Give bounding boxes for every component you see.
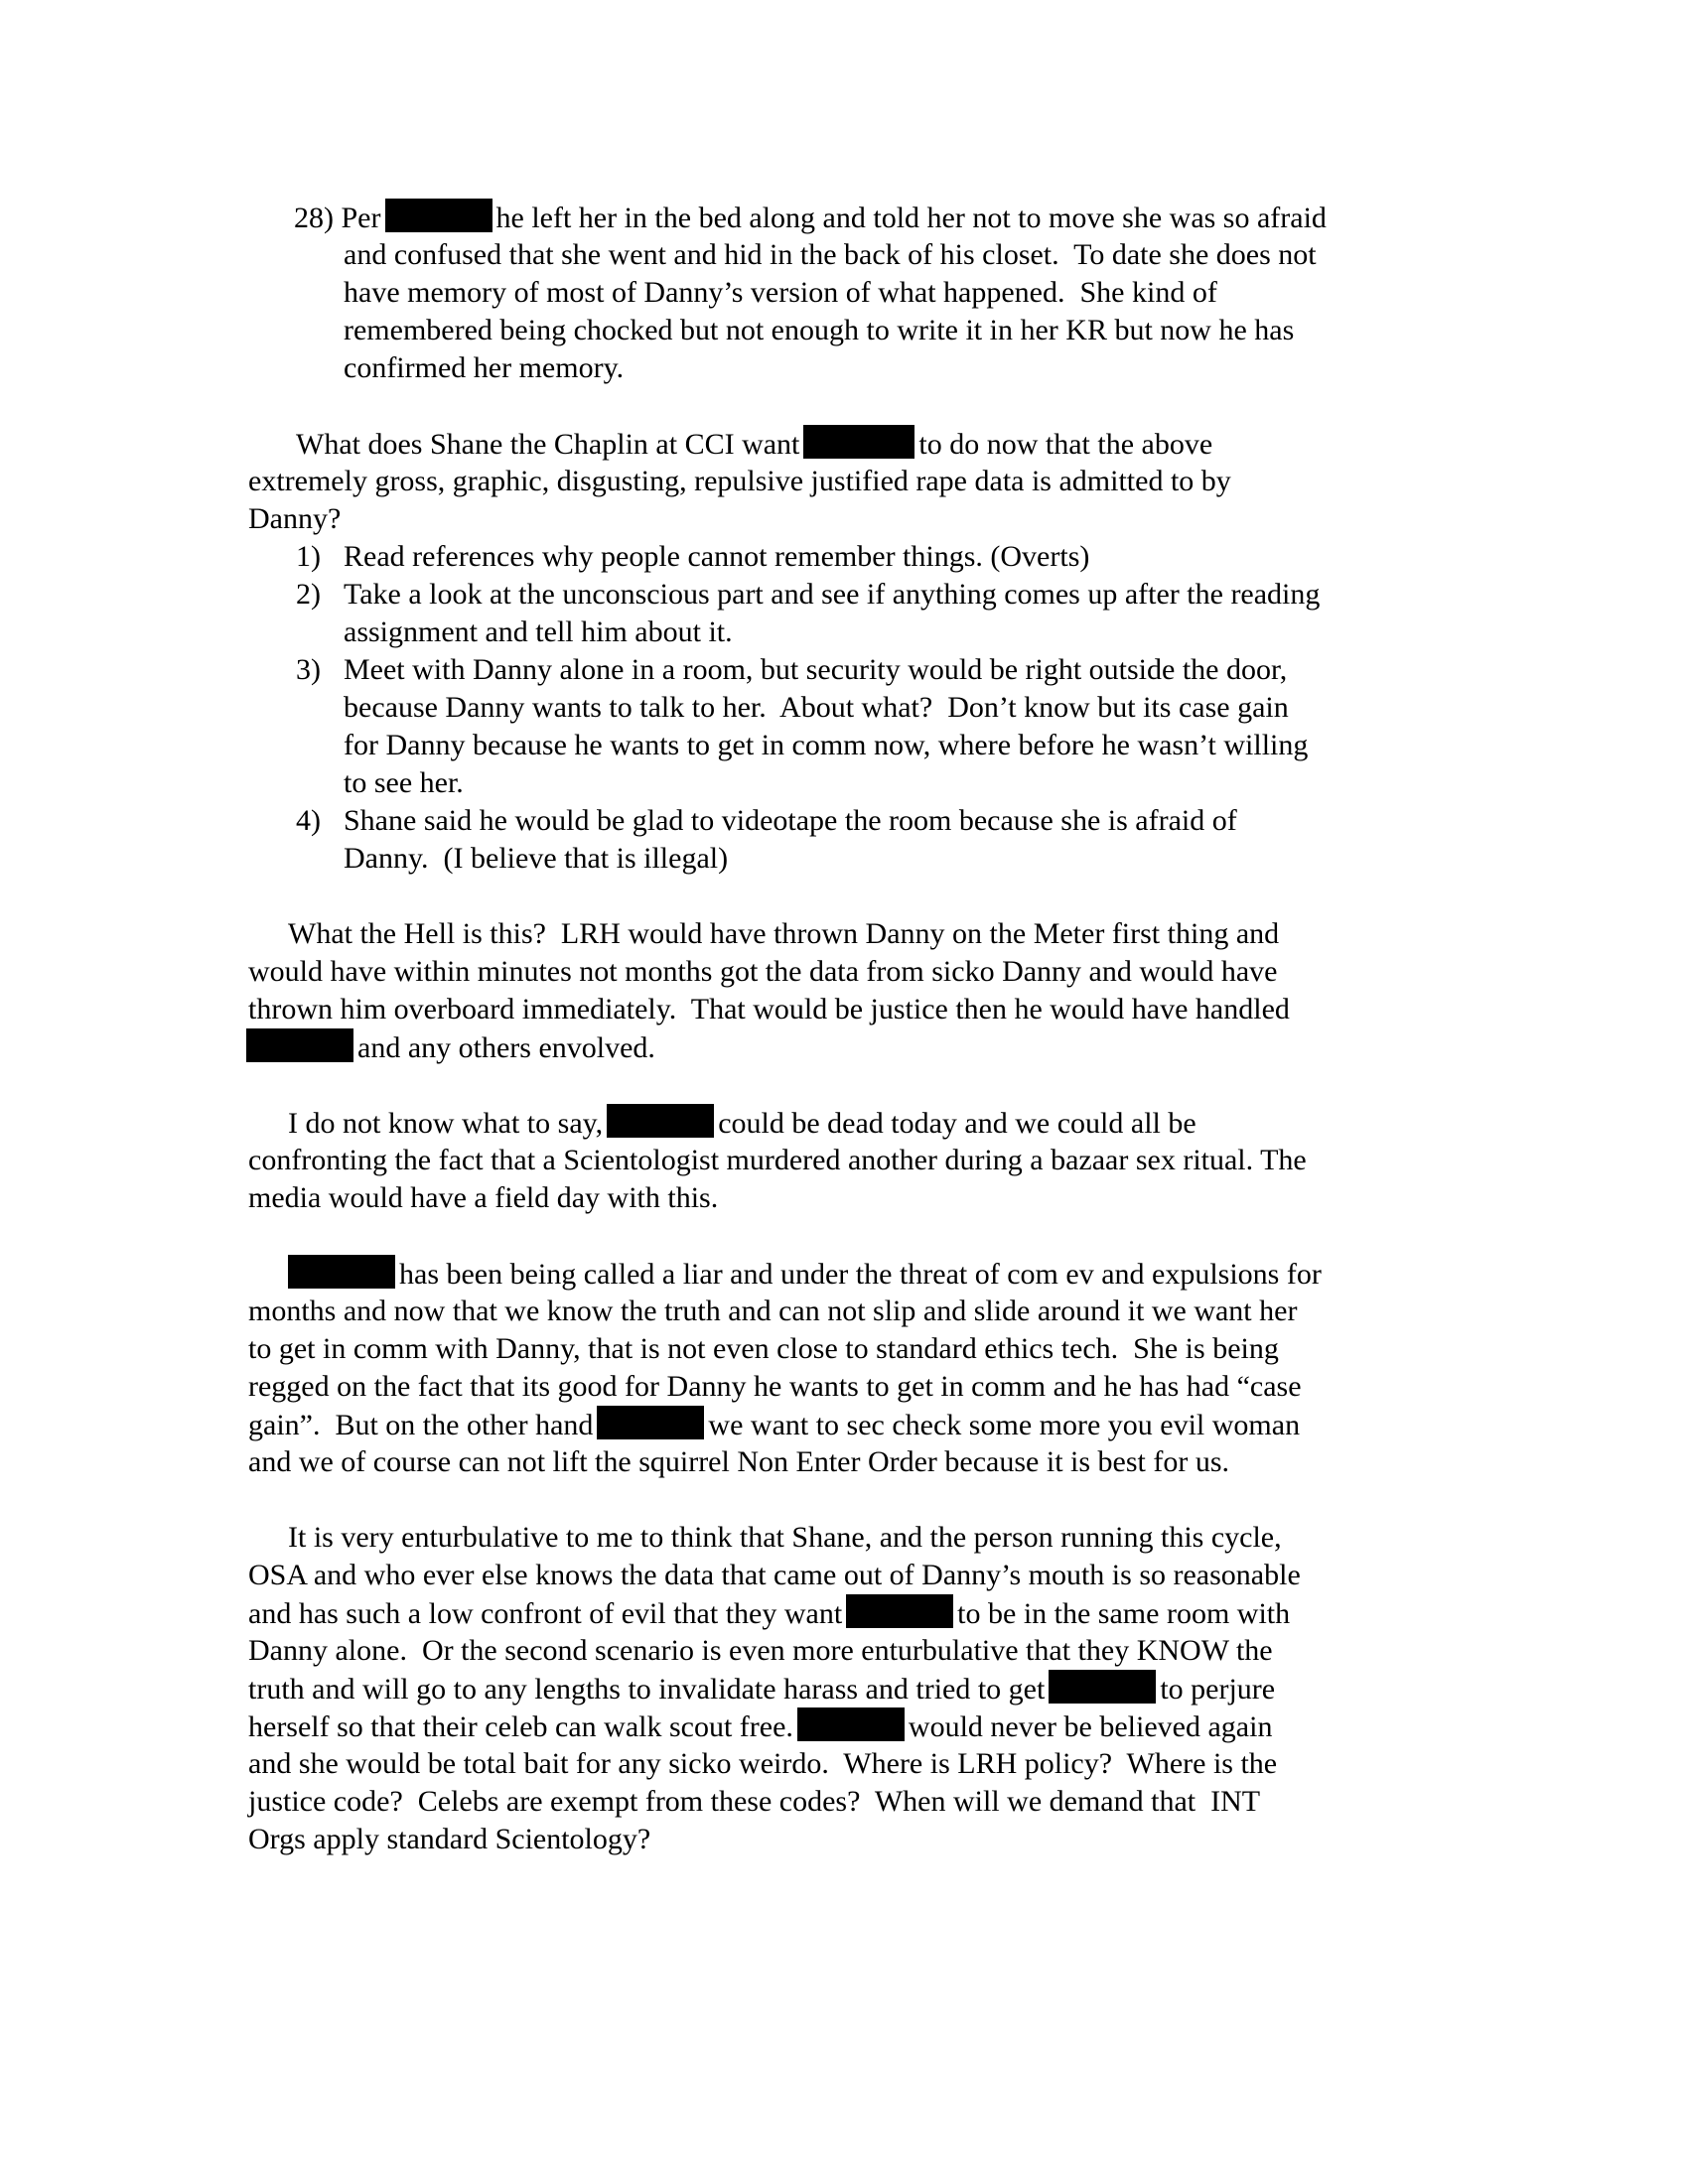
para-1-line-2: extremely gross, graphic, disgusting, repulsive justified rape data is admitted to by [248, 465, 1231, 497]
item-28-line-3: have memory of most of Danny’s version of what happened. She kind of [344, 276, 1217, 309]
list-item-1-line-1: Read references why people cannot remember things. (Overts) [344, 540, 1090, 573]
para-5-line-8: justice code? Celebs are exempt from these codes? When will we demand that INT [248, 1785, 1261, 1818]
item-28-line-5: confirmed her memory. [344, 351, 625, 384]
para-4-line-5: gain”. But on the other hand we want to sec check some more you evil woman [248, 1406, 1300, 1444]
para-4-line-2: months and now that we know the truth and can not slip and slide around it we want her [248, 1295, 1298, 1327]
para-3-line-1: I do not know what to say, could be dead today and we could all be [288, 1104, 1196, 1143]
para-5-line-6: herself so that their celeb can walk scout free. would never be believed again [248, 1707, 1272, 1746]
item-28-line-4: remembered being chocked but not enough to write it in her KR but now he has [344, 314, 1295, 346]
para-5-line-3: and has such a low confront of evil that they want to be in the same room with [248, 1594, 1290, 1633]
list-item-3-line-1: Meet with Danny alone in a room, but security would be right outside the door, [344, 653, 1288, 686]
list-item-3-line-3: for Danny because he wants to get in comm now, where before he wasn’t willing [344, 729, 1309, 761]
para-2-line-2: would have within minutes not months got the data from sicko Danny and would have [248, 955, 1278, 988]
redaction-block [803, 425, 914, 459]
para-4-line-1: has been being called a liar and under the threat of com ev and expulsions for [284, 1255, 1322, 1294]
redaction-block [597, 1406, 704, 1439]
para-5-line-2: OSA and who ever else knows the data that came out of Danny’s mouth is so reasonable [248, 1559, 1301, 1591]
redaction-block [288, 1255, 395, 1289]
para-1-line-1: What does Shane the Chaplin at CCI want to do now that the above [296, 425, 1212, 464]
para-5-line-7: and she would be total bait for any sicko weirdo. Where is LRH policy? Where is the [248, 1747, 1278, 1780]
item-28-line-1: 28) Per he left her in the bed along and told her not to move she was so afraid [294, 199, 1327, 237]
para-5-line-5: truth and will go to any lengths to invalidate harass and tried to get to perjure [248, 1670, 1275, 1708]
para-4-line-4: regged on the fact that its good for Danny he wants to get in comm and he has had “case [248, 1370, 1302, 1403]
list-item-2-line-2: assignment and tell him about it. [344, 615, 733, 648]
redaction-block [846, 1594, 953, 1628]
item-number: 28) [294, 202, 334, 234]
para-5-line-9: Orgs apply standard Scientology? [248, 1823, 651, 1855]
list-number-4: 4) [296, 804, 321, 837]
redaction-block [385, 199, 492, 232]
para-2-line-4: and any others envolved. [242, 1028, 655, 1067]
para-4-line-6: and we of course can not lift the squirrel Non Enter Order because it is best for us. [248, 1445, 1230, 1478]
para-5-line-4: Danny alone. Or the second scenario is even more enturbulative that they KNOW the [248, 1634, 1273, 1667]
list-number-3: 3) [296, 653, 321, 686]
para-3-line-3: media would have a field day with this. [248, 1181, 719, 1214]
para-3-line-2: confronting the fact that a Scientologist murdered another during a bazaar sex ritual. The [248, 1144, 1307, 1176]
list-number-2: 2) [296, 578, 321, 611]
redaction-block [607, 1104, 714, 1138]
list-item-4-line-2: Danny. (I believe that is illegal) [344, 842, 729, 875]
list-item-3-line-2: because Danny wants to talk to her. About what? Don’t know but its case gain [344, 691, 1289, 724]
para-2-line-3: thrown him overboard immediately. That would be justice then he would have handled [248, 993, 1290, 1025]
list-item-4-line-1: Shane said he would be glad to videotape the room because she is afraid of [344, 804, 1237, 837]
item-28-line-2: and confused that she went and hid in the back of his closet. To date she does not [344, 238, 1317, 271]
para-2-line-1: What the Hell is this? LRH would have thrown Danny on the Meter first thing and [288, 917, 1280, 950]
redaction-block [1049, 1670, 1156, 1704]
para-1-line-3: Danny? [248, 502, 342, 535]
redaction-block [797, 1707, 905, 1741]
redaction-block [246, 1028, 353, 1062]
list-item-3-line-4: to see her. [344, 766, 464, 799]
para-4-line-3: to get in comm with Danny, that is not even close to standard ethics tech. She is being [248, 1332, 1279, 1365]
list-number-1: 1) [296, 540, 321, 573]
list-item-2-line-1: Take a look at the unconscious part and see if anything comes up after the reading [344, 578, 1321, 611]
para-5-line-1: It is very enturbulative to me to think that Shane, and the person running this cycle, [288, 1521, 1282, 1554]
